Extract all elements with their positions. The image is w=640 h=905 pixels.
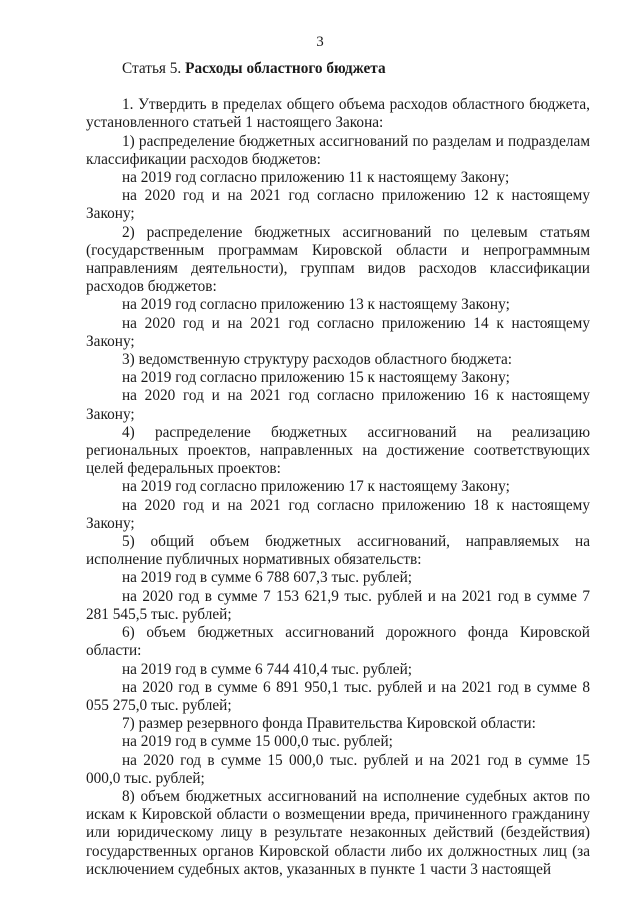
paragraph: 3) ведомственную структуру расходов областного бюджета: [122,351,513,369]
paragraph: на 2020 год и на 2021 год согласно приложению 12 к настоящему Закону; [86,187,590,223]
paragraph: на 2020 год в сумме 7 153 621,9 тыс. рублей и на 2021 год в сумме 7 281 545,5 тыс. рублей; [86,587,590,623]
page-number: 3 [316,34,324,50]
paragraph: на 2019 год в сумме 15 000,0 тыс. рублей; [122,733,393,751]
paragraph: 1) распределение бюджетных ассигнований по разделам и подразделам классификации расходов бюджетов: [86,132,590,168]
paragraph: 5) общий объем бюджетных ассигнований, направляемых на исполнение публичных нормативных обязательств: [86,533,590,569]
paragraph: 6) объем бюджетных ассигнований дорожного фонда Кировской области: [86,624,590,660]
paragraph: на 2019 год согласно приложению 13 к настоящему Закону; [122,296,510,314]
paragraph: на 2020 год в сумме 6 891 950,1 тыс. рублей и на 2021 год в сумме 8 055 275,0 тыс. рублей; [86,678,590,714]
paragraph: на 2019 год согласно приложению 17 к настоящему Закону; [122,478,510,496]
paragraph: 8) объем бюджетных ассигнований на исполнение судебных актов по искам к Кировской области о возмещении вреда, причиненного гражданину или юридическому лицу в результате незаконных действий (бездействия) государственных органов Кировской области либо их должностных лиц (за исключением судебных актов, указанных в пункте 1 части 3 настоящей [86,787,590,878]
paragraph: на 2020 год в сумме 15 000,0 тыс. рублей и на 2021 год в сумме 15 000,0 тыс. рублей; [86,751,590,787]
paragraph: на 2020 год и на 2021 год согласно приложению 18 к настоящему Закону; [86,496,590,532]
article-heading [122,60,590,78]
paragraph: 1. Утвердить в пределах общего объема расходов областного бюджета, установленного статьей 1 настоящего Закона: [86,96,590,132]
article-label: Статья 5. [122,60,182,77]
paragraph: на 2020 год и на 2021 год согласно приложению 14 к настоящему Закону; [86,314,590,350]
paragraph: на 2019 год согласно приложению 15 к настоящему Закону; [122,369,510,387]
paragraph: 7) размер резервного фонда Правительства Кировской области: [122,715,536,733]
document-body [86,60,590,879]
paragraph: на 2020 год и на 2021 год согласно приложению 16 к настоящему Закону; [86,387,590,423]
paragraph: на 2019 год согласно приложению 11 к настоящему Закону; [122,169,510,187]
article-title: Расходы областного бюджета [185,60,386,77]
paragraph: 4) распределение бюджетных ассигнований на реализацию региональных проектов, направленных на достижение соответствующих целей федеральных проектов: [86,423,590,478]
paragraph: на 2019 год в сумме 6 744 410,4 тыс. рублей; [122,660,413,678]
paragraph: 2) распределение бюджетных ассигнований по целевым статьям (государственным программам Кировской области и непрограммным направлениям деятельности), группам видов расходов классификации расходов бюджетов: [86,223,590,296]
paragraph: на 2019 год в сумме 6 788 607,3 тыс. рублей; [122,569,413,587]
